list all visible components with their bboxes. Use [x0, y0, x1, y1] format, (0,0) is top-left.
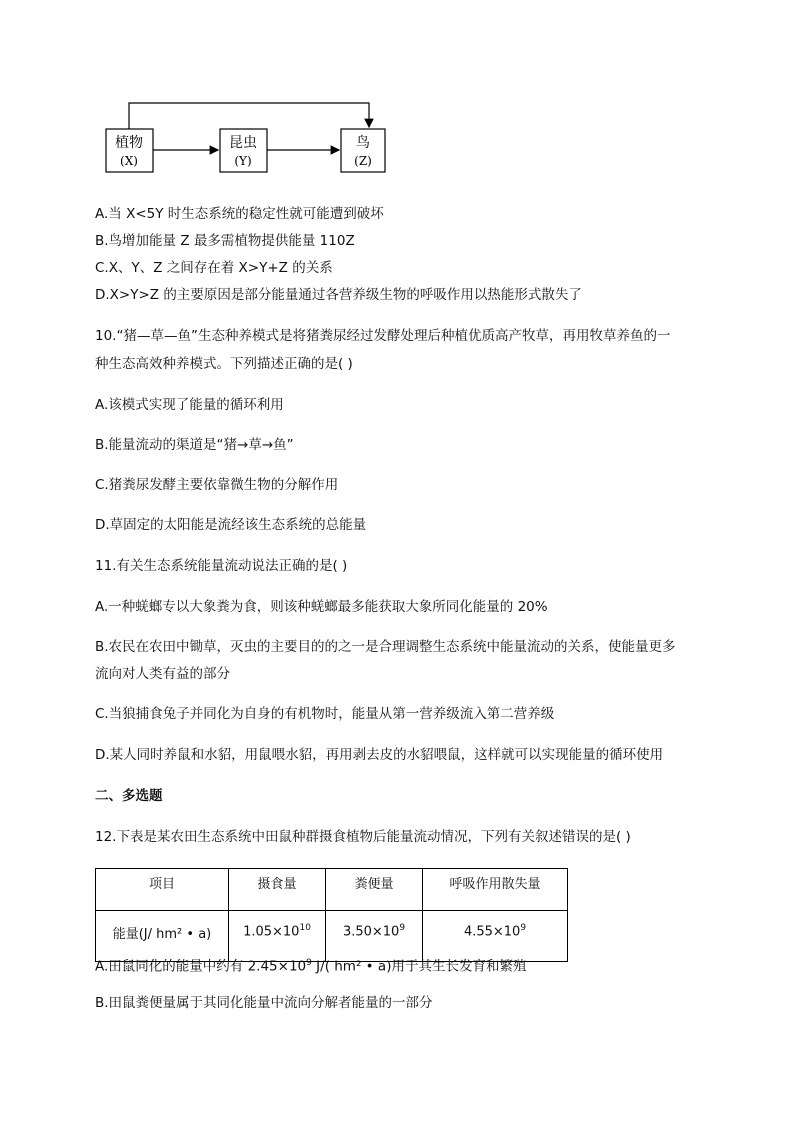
- node-sub-z: (Z): [354, 154, 372, 168]
- q12-option-a-post: J/( hm² • a)用于其生长发育和繁殖: [311, 958, 527, 975]
- table-header-cell: 摄食量: [229, 869, 326, 911]
- arrow-x-to-z: [129, 103, 369, 129]
- q12-option-a-exponent: 9: [306, 958, 312, 968]
- q11-option-c: C.当狼捕食兔子并同化为自身的有机物时，能量从第一营养级流入第二营养级: [95, 706, 555, 722]
- table-header-row: [96, 869, 568, 911]
- section-title: 二、多选题: [95, 788, 163, 804]
- node-sub-x: (X): [120, 154, 138, 168]
- q12-stem: 12.下表是某农田生态系统中田鼠种群摄食植物后能量流动情况，下列有关叙述错误的是( ): [95, 829, 631, 845]
- node-label-z: 鸟: [356, 135, 370, 151]
- table-cell-mantissa: 3.50×10: [342, 924, 400, 940]
- q9-option-a: A.当 X<5Y 时生态系统的稳定性就可能遭到破坏: [95, 206, 384, 222]
- energy-table: [95, 868, 568, 962]
- q11-stem: 11.有关生态系统能量流动说法正确的是( ): [95, 558, 348, 574]
- node-label-x: 植物: [115, 135, 143, 151]
- table-cell-mantissa: 4.55×10: [463, 924, 521, 940]
- q10-option-b: B.能量流动的渠道是“猪→草→鱼”: [95, 437, 294, 453]
- table-cell-exponent: 9: [520, 923, 527, 933]
- table-cell-exponent: 9: [399, 923, 406, 933]
- q9-option-c: C.X、Y、Z 之间存在着 X>Y+Z 的关系: [95, 260, 333, 276]
- q9-option-d: D.X>Y>Z 的主要原因是部分能量通过各营养级生物的呼吸作用以热能形式散失了: [95, 287, 582, 303]
- q12-option-a: [95, 954, 526, 976]
- node-sub-y: (Y): [234, 154, 252, 168]
- q11-option-b-line1: B.农民在农田中锄草，灭虫的主要目的的之一是合理调整生态系统中能量流动的关系，使能量更多: [95, 639, 676, 655]
- table-header-cell: 呼吸作用散失量: [423, 869, 568, 911]
- node-label-y: 昆虫: [229, 135, 257, 151]
- q12-option-a-pre: A.田鼠同化的能量中约有 2.45×10: [95, 958, 307, 975]
- q10-option-c: C.猪粪尿发酵主要依靠微生物的分解作用: [95, 477, 339, 493]
- q10-option-a: A.该模式实现了能量的循环利用: [95, 397, 284, 413]
- q10-stem-line2: 种生态高效种养模式。下列描述正确的是( ): [95, 356, 353, 372]
- table-header-cell: 粪便量: [326, 869, 423, 911]
- food-web-diagram: [0, 0, 794, 200]
- table-cell-mantissa: 1.05×10: [243, 924, 300, 940]
- q10-stem-line1: 10.“猪—草—鱼”生态种养模式是将猪粪尿经过发酵处理后种植优质高产牧草，再用牧草养鱼的一: [95, 328, 671, 344]
- q9-option-b: B.鸟增加能量 Z 最多需植物提供能量 110Z: [95, 233, 355, 249]
- q11-option-a: A.一种蜣螂专以大象粪为食，则该种蜣螂最多能获取大象所同化能量的 20%: [95, 599, 548, 615]
- table-row-label: 能量(J/ hm² • a): [96, 911, 229, 962]
- q10-option-d: D.草固定的太阳能是流经该生态系统的总能量: [95, 517, 367, 533]
- q12-option-b: B.田鼠粪便量属于其同化能量中流向分解者能量的一部分: [95, 995, 433, 1011]
- q11-option-b-line2: 流向对人类有益的部分: [95, 666, 230, 682]
- table-header-cell: 项目: [96, 869, 229, 911]
- table-cell-exponent: 10: [299, 923, 311, 933]
- q11-option-d: D.某人同时养鼠和水貂，用鼠喂水貂，再用剥去皮的水貂喂鼠，这样就可以实现能量的循环使用: [95, 747, 664, 763]
